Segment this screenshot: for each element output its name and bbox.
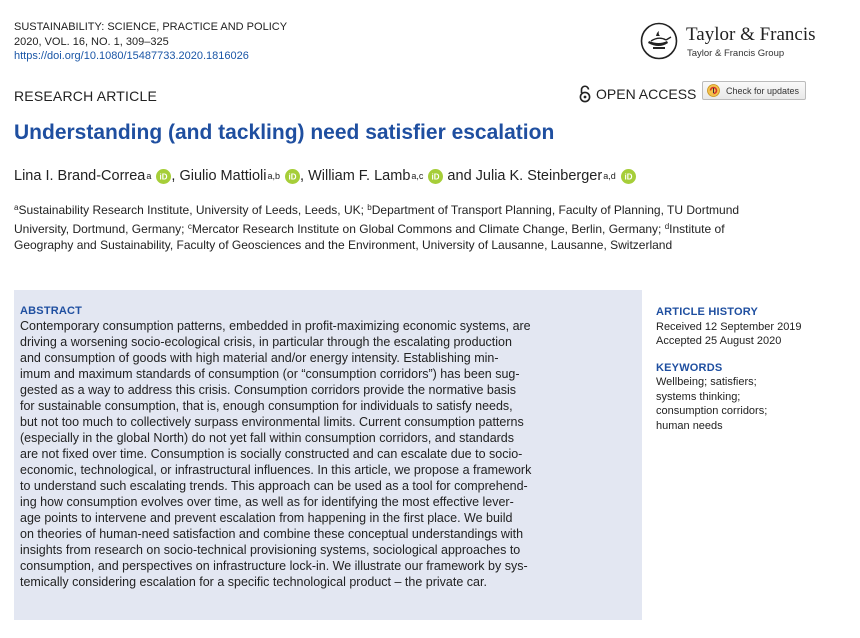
svg-text:iD: iD (159, 172, 168, 182)
author-separator: , (300, 168, 309, 184)
affiliation-text: Sustainability Research Institute, University of Leeds, Leeds, UK; (18, 203, 368, 217)
abstract-line: but not too much to collectively surpass environmental limits. Current consumption patterns (20, 415, 524, 429)
author-affiliation-sup: a,d (603, 171, 616, 181)
abstract-line: driving a worsening socio-ecological crisis, in particular through the escalating production (20, 335, 512, 349)
abstract-line: gested as a way to address this crisis. Consumption corridors provide the normative basis (20, 383, 517, 397)
orcid-icon[interactable] (285, 169, 300, 184)
author-name: Giulio Mattioli (179, 168, 267, 184)
open-access-badge (578, 85, 696, 103)
publisher-logo-block (640, 20, 850, 62)
orcid-icon[interactable] (621, 169, 636, 184)
keyword-line: consumption corridors; (656, 405, 768, 417)
abstract-line: age points to intervene and prevent escalation from happening in the first place. We build (20, 511, 513, 525)
author-separator: , (171, 168, 180, 184)
keyword-line: Wellbeing; satisfiers; (656, 376, 757, 388)
keyword-line: human needs (656, 419, 723, 432)
svg-text:iD: iD (288, 172, 297, 182)
affiliation-text: Department of Transport Planning, Faculty of Planning, TU Dortmund University, Dortmund, Germany; (14, 203, 740, 236)
article-type: RESEARCH ARTICLE (14, 88, 157, 104)
author-separator: and (443, 168, 476, 184)
lamp-logo-icon (640, 22, 678, 60)
doi-link[interactable]: https://doi.org/10.1080/15487733.2020.1816026 (14, 50, 249, 62)
journal-volume: 2020, VOL. 16, NO. 1, 309–325 (14, 35, 169, 48)
author-name: William F. Lamb (308, 168, 411, 184)
journal-name: SUSTAINABILITY: SCIENCE, PRACTICE AND POLICY (14, 21, 288, 33)
history-received: Received 12 September 2019 (656, 320, 802, 333)
author-name: Julia K. Steinberger (475, 168, 603, 184)
affiliation-text: Institute of Geography and Sustainability, Faculty of Geosciences and the Environment, University of Lausanne, Lausanne, Switzerland (14, 221, 725, 252)
check-for-updates-button[interactable] (702, 81, 806, 100)
abstract-line: temically considering escalation for a specific technological product – the private car. (20, 575, 487, 589)
abstract-line: economic, technological, or infrastructural influences. In this article, we propose a framework (20, 463, 532, 477)
history-heading: ARTICLE HISTORY (656, 306, 759, 318)
keyword-line: systems thinking; (656, 390, 741, 403)
article-title: Understanding (and tackling) need satisfier escalation (14, 121, 555, 144)
open-access-label: OPEN ACCESS (596, 86, 697, 102)
abstract-heading: ABSTRACT (20, 305, 83, 317)
svg-text:iD: iD (431, 172, 440, 182)
author-list (14, 168, 642, 184)
author-affiliation-sup: a (146, 171, 152, 181)
author-affiliation-sup: a,b (267, 171, 280, 181)
abstract-text (20, 318, 628, 590)
abstract-line: imum and maximum standards of consumption (or “consumption corridors”) has been sug- (20, 367, 520, 381)
abstract-line: insights from research on socio-technical provisioning systems, sociological approaches to (20, 543, 521, 557)
affiliation-sup: a (14, 203, 19, 212)
publisher-name: Taylor & Francis (686, 24, 816, 45)
history-accepted: Accepted 25 August 2020 (656, 335, 782, 347)
article-sidebar (656, 305, 846, 433)
open-lock-icon (578, 85, 592, 103)
abstract-line: on theories of human-need satisfaction and combine these conceptual understandings with (20, 527, 524, 541)
svg-text:iD: iD (624, 172, 633, 182)
keywords-heading: KEYWORDS (656, 361, 723, 374)
check-updates-label: Check for updates (726, 85, 800, 96)
abstract-line: to understand such escalating trends. This approach can be used as a tool for comprehend- (20, 479, 528, 493)
affiliations (14, 200, 754, 254)
abstract-line: are not fixed over time. Consumption is socially constructed and can escalate due to socio- (20, 447, 523, 461)
abstract-line: and consumption of goods with high material and/or energy intensity. Establishing min- (20, 351, 499, 365)
abstract-line: (especially in the global North) do not yet fall within consumption corridors, and standards (20, 431, 515, 445)
journal-meta (14, 20, 287, 64)
orcid-icon[interactable] (428, 169, 443, 184)
author-affiliation-sup: a,c (411, 171, 424, 181)
orcid-icon[interactable] (156, 169, 171, 184)
affiliation-sup: c (187, 221, 192, 231)
check-updates-icon (707, 84, 720, 97)
publisher-group: Taylor & Francis Group (687, 48, 785, 59)
keywords-block (656, 361, 846, 434)
abstract-line: consumption, and perspectives on infrastructure lock-in. We illustrate our framework by sys- (20, 559, 528, 573)
author-name: Lina I. Brand-Correa (14, 168, 146, 184)
affiliation-sup: d (664, 221, 670, 231)
abstract-line: for sustainable consumption, that is, enough consumption for individuals to satisfy needs, (20, 399, 513, 413)
abstract-line: Contemporary consumption patterns, embedded in profit-maximizing economic systems, are (20, 319, 531, 333)
affiliation-text: Mercator Research Institute on Global Commons and Climate Change, Berlin, Germany; (191, 221, 665, 236)
abstract-line: ing how consumption evolves over time, as well as for identifying the most effective lever- (20, 495, 514, 509)
affiliation-sup: b (367, 203, 372, 212)
